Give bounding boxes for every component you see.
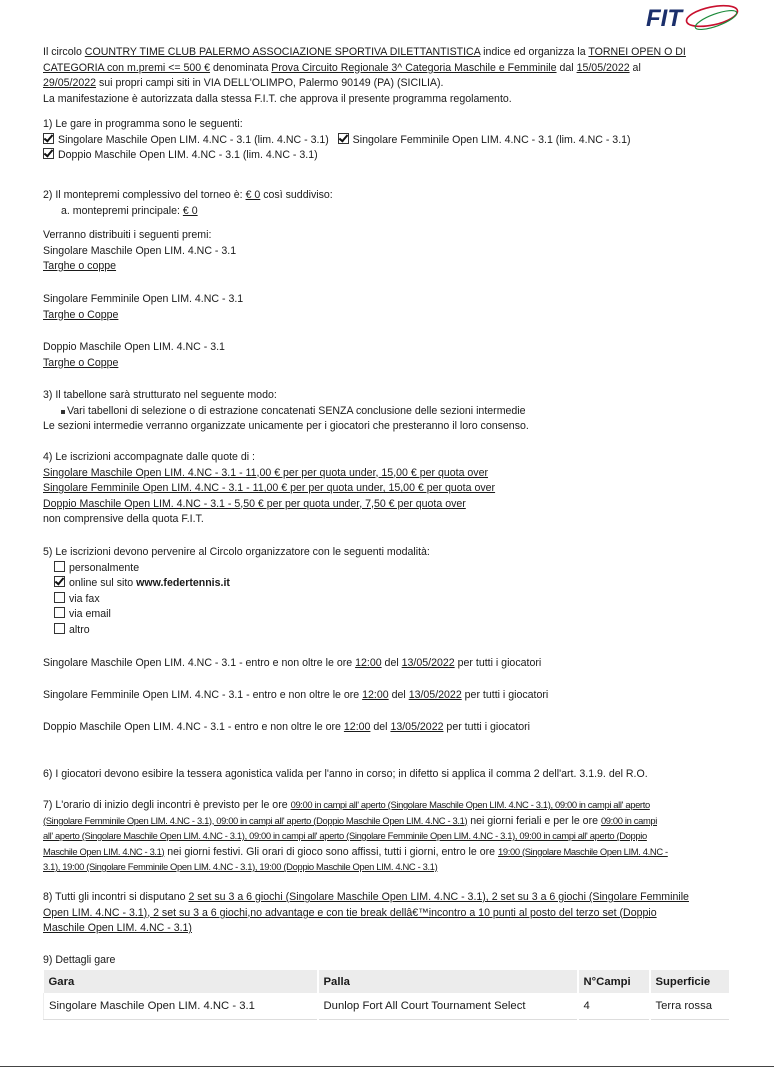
header-campi: N°Campi bbox=[578, 970, 650, 993]
section-5-registration bbox=[43, 545, 733, 638]
section-9-title bbox=[43, 953, 733, 969]
checkbox-checked-icon bbox=[43, 148, 54, 159]
checkbox-checked-icon bbox=[43, 133, 54, 144]
intro-text: dal bbox=[556, 61, 577, 74]
prize-sub-amount: € 0 bbox=[182, 204, 198, 217]
section-title: 4) Le iscrizioni accompagnate dalle quote di : bbox=[43, 451, 255, 463]
prize-amount: € 0 bbox=[245, 189, 261, 201]
section-text: 8) Tutti gli incontri si disputano bbox=[43, 891, 189, 903]
prizes-list bbox=[43, 228, 733, 275]
deadline-date: 13/05/2022 bbox=[408, 689, 462, 701]
prizes-list bbox=[43, 340, 733, 371]
intro-text: al bbox=[629, 61, 641, 74]
schedule-detail: 09:00 in campi all' aperto (Singolare Maschile Open LIM. 4.NC - 3.1), 09:00 in campi all' aperto bbox=[290, 799, 650, 810]
checkbox-checked-icon bbox=[54, 576, 65, 587]
schedule-detail: 3.1), 19:00 (Singolare Femminile Open LIM. 4.NC - 3.1), 19:00 (Doppio Maschile Open LIM. 4.NC - 3.1) bbox=[43, 861, 438, 872]
section-title: 3) Il tabellone sarà strutturato nel seguente modo: bbox=[43, 389, 277, 401]
method-item: via fax bbox=[69, 592, 100, 605]
section-text: così suddiviso: bbox=[260, 189, 333, 201]
deadline-3 bbox=[43, 720, 733, 736]
section-text: nei giorni festivi. Gli orari di gioco sono affissi, tutti i giorni, entro le ore bbox=[164, 845, 498, 858]
draw-note: Le sezioni intermedie verranno organizzate unicamente per i giocatori che presteranno il loro consenso. bbox=[43, 420, 529, 432]
section-6-card bbox=[43, 767, 733, 783]
header-palla: Palla bbox=[318, 970, 578, 993]
section-title: 5) Le iscrizioni devono pervenire al Circolo organizzatore con le seguenti modalità: bbox=[43, 546, 430, 558]
club-name: COUNTRY TIME CLUB PALERMO ASSOCIAZIONE SPORTIVA DILETTANTISTICA bbox=[84, 46, 481, 58]
prize-value: Targhe o Coppe bbox=[43, 308, 119, 321]
fee-item: Singolare Femminile Open LIM. 4.NC - 3.1 - 11,00 € per per quota under, 15,00 € per quota over bbox=[43, 482, 496, 494]
schedule-detail: 09:00 in campi bbox=[600, 814, 658, 826]
venue-address: sui propri campi siti in VIA DELL'OLIMPO, Palermo 90149 (PA) (SICILIA). bbox=[96, 77, 444, 89]
deadline-text: Singolare Femminile Open LIM. 4.NC - 3.1 - entro e non oltre le ore bbox=[43, 689, 363, 701]
section-title: 1) Le gare in programma sono le seguenti: bbox=[43, 118, 243, 130]
deadline-2 bbox=[43, 688, 733, 704]
prize-value: Targhe o Coppe bbox=[43, 356, 119, 369]
tournament-name: Prova Circuito Regionale 3^ Categoria Maschile e Femminile bbox=[271, 61, 557, 74]
section-text: 7) L'orario di inizio degli incontri è previsto per le ore bbox=[43, 799, 291, 811]
draw-bullet-item: Vari tabelloni di selezione o di estrazione concatenati SENZA conclusione delle sezioni intermedie bbox=[43, 404, 733, 420]
deadline-text: del bbox=[370, 721, 391, 733]
section-title: 2) Il montepremi complessivo del torneo è: bbox=[43, 189, 246, 201]
checkbox-empty-icon bbox=[54, 592, 65, 603]
deadline-date: 13/05/2022 bbox=[390, 721, 444, 733]
schedule-detail: (Singolare Femminile Open LIM. 4.NC - 3.1), 09:00 in campi all' aperto (Doppio Maschile Open LIM. 4.NC - 3.1) bbox=[43, 814, 468, 826]
deadline-text: per tutti i giocatori bbox=[461, 689, 549, 701]
start-date: 15/05/2022 bbox=[576, 61, 630, 74]
deadline-text: Doppio Maschile Open LIM. 4.NC - 3.1 - entro e non oltre le ore bbox=[43, 721, 344, 733]
section-7-schedule bbox=[43, 798, 733, 876]
header-gara: Gara bbox=[44, 970, 318, 993]
deadline-text: del bbox=[381, 657, 402, 669]
cell-gara: Singolare Maschile Open LIM. 4.NC - 3.1 bbox=[44, 993, 318, 1020]
tournament-type: TORNEI OPEN O DI bbox=[588, 46, 686, 58]
method-item: online sul sito bbox=[69, 577, 137, 589]
section-2-prizes bbox=[43, 188, 733, 219]
prize-value: Targhe o coppe bbox=[43, 260, 117, 272]
deadline-text: Singolare Maschile Open LIM. 4.NC - 3.1 - entro e non oltre le ore bbox=[43, 657, 356, 669]
method-item: via email bbox=[69, 608, 111, 620]
website-link: www.federtennis.it bbox=[136, 577, 230, 589]
section-1-events bbox=[43, 117, 733, 164]
deadline-time: 12:00 bbox=[355, 657, 382, 669]
fit-logo-text: FIT bbox=[646, 5, 682, 32]
schedule-detail: 19:00 (Singolare Maschile Open LIM. 4.NC - bbox=[498, 845, 668, 857]
fee-item: Singolare Maschile Open LIM. 4.NC - 3.1 - 11,00 € per per quota under, 15,00 € per quota over bbox=[43, 466, 489, 479]
deadline-text: per tutti i giocatori bbox=[443, 721, 531, 733]
intro-section bbox=[43, 45, 733, 107]
event-details-table bbox=[43, 970, 731, 1020]
fee-item: Doppio Maschile Open LIM. 4.NC - 3.1 - 5,50 € per per quota under, 7,50 € per quota over bbox=[43, 497, 466, 510]
event-item: Doppio Maschile Open LIM. 4.NC - 3.1 (lim. 4.NC - 3.1) bbox=[58, 149, 318, 161]
section-text: 6) I giocatori devono esibire la tessera agonistica valida per l'anno in corso; in difetto si applica il comma 2 dell'art. 3.1.9. del R.O. bbox=[43, 768, 648, 780]
checkbox-empty-icon bbox=[54, 607, 65, 618]
deadline-time: 12:00 bbox=[362, 689, 389, 701]
cell-campi: 4 bbox=[578, 993, 650, 1020]
prize-event: Doppio Maschile Open LIM. 4.NC - 3.1 bbox=[43, 341, 225, 353]
format-detail: 2 set su 3 a 6 giochi (Singolare Maschile Open LIM. 4.NC - 3.1), 2 set su 3 a 6 giochi (Singolare Femminile bbox=[188, 891, 689, 903]
checkbox-checked-icon bbox=[338, 133, 349, 144]
schedule-detail: all' aperto (Singolare Maschile Open LIM. 4.NC - 3.1), 09:00 in campi all' aperto (Singolare Femminile Open LIM. 4.NC - 3.1), 09:00 in campi all' aperto (Doppio bbox=[43, 830, 647, 841]
intro-text: denominata bbox=[210, 61, 272, 74]
schedule-detail: Maschile Open LIM. 4.NC - 3.1) bbox=[43, 845, 165, 857]
prizes-list bbox=[43, 292, 733, 323]
format-detail: Maschile Open LIM. 4.NC - 3.1) bbox=[43, 922, 192, 934]
section-title: 9) Dettagli gare bbox=[43, 954, 116, 966]
page-bottom-rule bbox=[0, 1066, 774, 1067]
intro-text: indice ed organizza la bbox=[480, 46, 589, 58]
fit-logo bbox=[644, 2, 744, 34]
format-detail: Open LIM. 4.NC - 3.1), 2 set su 3 a 6 giochi,no advantage e con tie break dellâ€™incontro a 10 punti al posto del terzo set (Doppio bbox=[43, 906, 657, 919]
checkbox-empty-icon bbox=[54, 623, 65, 634]
deadline-text: per tutti i giocatori bbox=[454, 657, 542, 669]
section-8-format bbox=[43, 890, 733, 937]
cell-palla: Dunlop Fort All Court Tournament Select bbox=[318, 993, 578, 1020]
prizes-intro: Verranno distribuiti i seguenti premi: bbox=[43, 229, 212, 241]
cell-superficie: Terra rossa bbox=[650, 993, 731, 1020]
deadline-text: del bbox=[388, 689, 409, 701]
tournament-type: CATEGORIA con m.premi <= 500 € bbox=[43, 61, 211, 74]
section-3-draw bbox=[43, 388, 733, 435]
deadline-date: 13/05/2022 bbox=[401, 657, 455, 669]
header-superficie: Superficie bbox=[650, 970, 731, 993]
intro-text: Il circolo bbox=[43, 46, 85, 58]
section-4-fees bbox=[43, 450, 733, 528]
prize-event: Singolare Maschile Open LIM. 4.NC - 3.1 bbox=[43, 244, 237, 257]
prize-event: Singolare Femminile Open LIM. 4.NC - 3.1 bbox=[43, 293, 244, 305]
fee-note: non comprensive della quota F.I.T. bbox=[43, 513, 204, 525]
end-date: 29/05/2022 bbox=[43, 77, 97, 89]
method-item: personalmente bbox=[69, 561, 140, 574]
checkbox-empty-icon bbox=[54, 561, 65, 572]
authorization-note: La manifestazione è autorizzata dalla stessa F.I.T. che approva il presente programma regolamento. bbox=[43, 92, 512, 105]
prize-sub-label: a. montepremi principale: bbox=[61, 204, 183, 217]
deadline-1 bbox=[43, 656, 733, 672]
event-item: Singolare Femminile Open LIM. 4.NC - 3.1 (lim. 4.NC - 3.1) bbox=[352, 133, 631, 146]
table-row bbox=[44, 993, 731, 1020]
deadline-time: 12:00 bbox=[343, 721, 371, 733]
table-header-row bbox=[44, 970, 731, 993]
section-text: nei giorni feriali e per le ore bbox=[467, 814, 601, 827]
method-item: altro bbox=[69, 623, 90, 636]
event-item: Singolare Maschile Open LIM. 4.NC - 3.1 (lim. 4.NC - 3.1) bbox=[58, 133, 329, 146]
